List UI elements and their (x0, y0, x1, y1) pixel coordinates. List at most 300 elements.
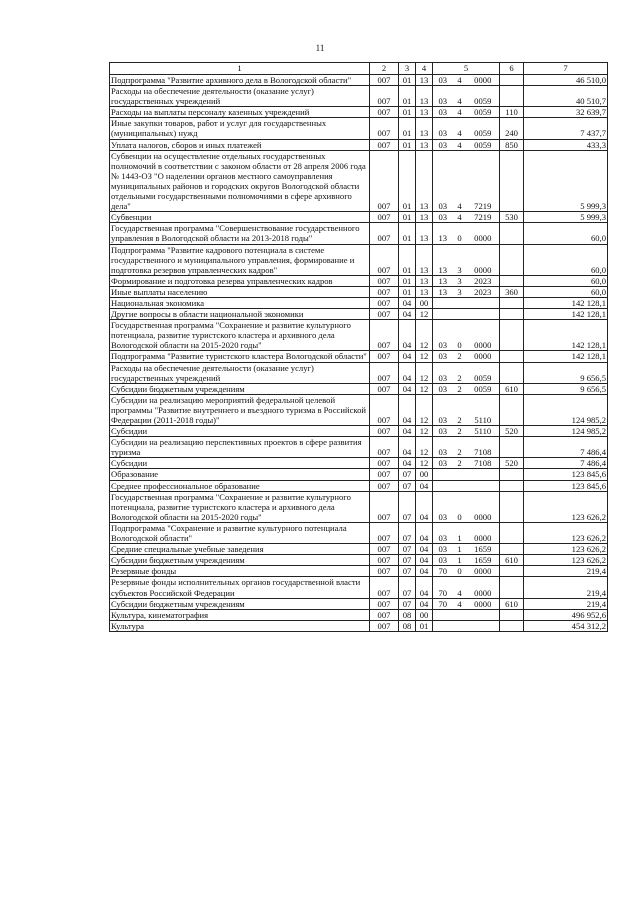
row-code-admin: 007 (370, 351, 399, 362)
table-row (110, 309, 608, 320)
row-code-subsection: 12 (416, 458, 433, 469)
row-code-expense-type (500, 566, 524, 577)
row-code-expense-type (500, 437, 524, 458)
row-code-program: 03 (433, 458, 453, 469)
row-code-program: 03 (433, 394, 453, 425)
row-code-subprogram: 3 (453, 286, 467, 297)
row-code-subprogram (453, 469, 467, 480)
row-code-program: 03 (433, 150, 453, 212)
row-code-subprogram: 0 (453, 223, 467, 244)
row-name: Субсидии бюджетным учреждениям (110, 383, 370, 394)
row-code-program: 03 (433, 426, 453, 437)
row-code-direction (467, 469, 500, 480)
row-code-program (433, 480, 453, 491)
row-amount: 7 486,4 (524, 458, 608, 469)
row-code-section: 01 (399, 223, 416, 244)
row-name: Субвенции на осуществление отдельных государственных полномочий в соответствии с законом области от 28 апреля 2006 года № 1443-ОЗ "О наделении органов местного самоуправления муниципальных районов и городских округов Вологодской области отдельными государственными полномочиями в сфере архивного дела" (110, 150, 370, 212)
row-code-expense-type (500, 544, 524, 555)
row-name: Субсидии бюджетным учреждениям (110, 555, 370, 566)
row-code-program (433, 609, 453, 620)
row-code-admin: 007 (370, 609, 399, 620)
row-code-admin: 007 (370, 309, 399, 320)
row-code-expense-type (500, 223, 524, 244)
row-name: Образование (110, 469, 370, 480)
row-name: Государственная программа "Совершенствование государственного управления в Вологодской области на 2013-2018 годы" (110, 223, 370, 244)
row-code-subprogram: 4 (453, 107, 467, 118)
row-code-admin: 007 (370, 437, 399, 458)
row-code-admin: 007 (370, 480, 399, 491)
row-code-program: 13 (433, 275, 453, 286)
row-code-subsection: 04 (416, 480, 433, 491)
row-code-expense-type (500, 609, 524, 620)
row-code-subprogram: 4 (453, 212, 467, 223)
row-code-section: 04 (399, 320, 416, 351)
row-code-admin: 007 (370, 75, 399, 86)
row-code-expense-type (500, 522, 524, 543)
row-code-direction: 5110 (467, 394, 500, 425)
row-code-direction (467, 609, 500, 620)
row-name: Среднее профессиональное образование (110, 480, 370, 491)
row-code-expense-type: 610 (500, 555, 524, 566)
row-code-direction: 0000 (467, 351, 500, 362)
row-code-section: 07 (399, 480, 416, 491)
table-row (110, 212, 608, 223)
row-code-expense-type (500, 150, 524, 212)
row-code-subsection: 04 (416, 491, 433, 522)
row-amount: 142 128,1 (524, 320, 608, 351)
row-code-subprogram: 3 (453, 244, 467, 275)
row-code-subprogram: 1 (453, 555, 467, 566)
row-name: Уплата налогов, сборов и иных платежей (110, 139, 370, 150)
row-code-subsection: 04 (416, 544, 433, 555)
row-code-section: 08 (399, 620, 416, 631)
row-code-subprogram: 2 (453, 458, 467, 469)
row-code-expense-type (500, 320, 524, 351)
row-code-program: 13 (433, 286, 453, 297)
row-name: Государственная программа "Сохранение и развитие культурного потенциала, развитие туристского кластера и архивного дела Вологодской области на 2015-2020 годы" (110, 491, 370, 522)
row-code-admin: 007 (370, 469, 399, 480)
row-code-program: 70 (433, 598, 453, 609)
row-code-expense-type (500, 86, 524, 107)
row-code-admin: 007 (370, 598, 399, 609)
row-code-subsection: 04 (416, 566, 433, 577)
row-code-subprogram: 4 (453, 118, 467, 139)
row-code-subsection: 12 (416, 320, 433, 351)
row-code-section: 07 (399, 491, 416, 522)
budget-table (109, 62, 608, 632)
row-code-section: 01 (399, 286, 416, 297)
table-row (110, 118, 608, 139)
row-code-admin: 007 (370, 212, 399, 223)
row-code-subprogram: 2 (453, 426, 467, 437)
row-name: Расходы на выплаты персоналу казенных учреждений (110, 107, 370, 118)
row-code-admin: 007 (370, 150, 399, 212)
row-amount: 123 845,6 (524, 469, 608, 480)
row-code-direction: 1659 (467, 544, 500, 555)
row-code-section: 01 (399, 139, 416, 150)
row-code-expense-type (500, 577, 524, 598)
row-code-direction: 0059 (467, 118, 500, 139)
row-code-subsection: 13 (416, 244, 433, 275)
row-code-direction: 0000 (467, 598, 500, 609)
row-name: Резервные фонды исполнительных органов государственной власти субъектов Российской Федерации (110, 577, 370, 598)
row-name: Субсидии на реализацию мероприятий федеральной целевой программы "Развитие внутреннего и въездного туризма в Российской Федерации (2011-2018 годы)" (110, 394, 370, 425)
row-code-program: 13 (433, 223, 453, 244)
row-name: Расходы на обеспечение деятельности (оказание услуг) государственных учреждений (110, 86, 370, 107)
row-code-program (433, 309, 453, 320)
row-code-direction: 0000 (467, 566, 500, 577)
row-amount: 60,0 (524, 223, 608, 244)
row-code-direction: 0000 (467, 522, 500, 543)
row-code-subsection: 12 (416, 437, 433, 458)
row-code-subprogram: 4 (453, 86, 467, 107)
row-code-subsection: 13 (416, 212, 433, 223)
row-code-admin: 007 (370, 362, 399, 383)
row-code-subprogram: 0 (453, 566, 467, 577)
row-code-program: 03 (433, 544, 453, 555)
row-code-subsection: 12 (416, 394, 433, 425)
row-code-program (433, 297, 453, 308)
row-code-direction: 0000 (467, 491, 500, 522)
row-code-expense-type (500, 469, 524, 480)
row-amount: 123 626,2 (524, 555, 608, 566)
row-code-section: 04 (399, 437, 416, 458)
row-code-expense-type (500, 491, 524, 522)
row-code-subsection: 13 (416, 223, 433, 244)
row-code-subprogram: 2 (453, 362, 467, 383)
row-code-direction: 0059 (467, 139, 500, 150)
row-code-direction: 1659 (467, 555, 500, 566)
row-name: Подпрограмма "Развитие туристского кластера Вологодской области" (110, 351, 370, 362)
row-name: Субсидии (110, 426, 370, 437)
row-name: Формирование и подготовка резерва управленческих кадров (110, 275, 370, 286)
row-code-subsection: 04 (416, 522, 433, 543)
row-code-admin: 007 (370, 107, 399, 118)
table-row (110, 598, 608, 609)
row-code-section: 04 (399, 362, 416, 383)
row-amount: 60,0 (524, 244, 608, 275)
row-amount: 5 999,3 (524, 212, 608, 223)
row-amount: 123 626,2 (524, 522, 608, 543)
row-code-expense-type: 240 (500, 118, 524, 139)
row-code-section: 04 (399, 297, 416, 308)
row-code-admin: 007 (370, 620, 399, 631)
table-row (110, 75, 608, 86)
row-code-direction (467, 309, 500, 320)
table-row (110, 275, 608, 286)
table-row (110, 491, 608, 522)
row-code-direction (467, 297, 500, 308)
row-code-direction: 0000 (467, 577, 500, 598)
row-amount: 9 656,5 (524, 383, 608, 394)
row-code-subprogram (453, 620, 467, 631)
row-code-subsection: 13 (416, 75, 433, 86)
row-code-subprogram (453, 480, 467, 491)
row-code-subprogram: 4 (453, 598, 467, 609)
row-name: Культура, кинематография (110, 609, 370, 620)
row-code-section: 07 (399, 577, 416, 598)
row-code-direction (467, 620, 500, 631)
row-code-subsection: 13 (416, 275, 433, 286)
row-code-subprogram: 4 (453, 150, 467, 212)
row-name: Другие вопросы в области национальной экономики (110, 309, 370, 320)
row-code-section: 04 (399, 458, 416, 469)
row-code-subsection: 00 (416, 609, 433, 620)
row-amount: 454 312,2 (524, 620, 608, 631)
row-code-direction: 5110 (467, 426, 500, 437)
row-amount: 7 437,7 (524, 118, 608, 139)
row-code-expense-type: 530 (500, 212, 524, 223)
row-code-section: 01 (399, 275, 416, 286)
row-code-direction: 0000 (467, 75, 500, 86)
row-code-expense-type (500, 244, 524, 275)
row-code-subprogram: 0 (453, 320, 467, 351)
row-amount: 46 510,0 (524, 75, 608, 86)
table-row (110, 469, 608, 480)
row-name: Культура (110, 620, 370, 631)
row-code-admin: 007 (370, 223, 399, 244)
row-code-direction: 0000 (467, 320, 500, 351)
table-row (110, 150, 608, 212)
row-name: Иные выплаты населению (110, 286, 370, 297)
table-row (110, 480, 608, 491)
table-row (110, 522, 608, 543)
row-code-subprogram (453, 609, 467, 620)
row-code-subprogram: 4 (453, 139, 467, 150)
row-name: Субвенции (110, 212, 370, 223)
row-code-admin: 007 (370, 491, 399, 522)
row-name: Субсидии на реализацию перспективных проектов в сфере развития туризма (110, 437, 370, 458)
row-code-subsection: 00 (416, 297, 433, 308)
header-col-6: 6 (500, 63, 524, 75)
row-code-direction: 7108 (467, 458, 500, 469)
row-code-program: 03 (433, 107, 453, 118)
row-code-admin: 007 (370, 275, 399, 286)
table-row (110, 555, 608, 566)
row-amount: 40 510,7 (524, 86, 608, 107)
row-code-subsection: 13 (416, 86, 433, 107)
row-code-admin: 007 (370, 139, 399, 150)
row-code-expense-type: 610 (500, 598, 524, 609)
table-row (110, 458, 608, 469)
row-amount: 219,4 (524, 598, 608, 609)
row-code-admin: 007 (370, 522, 399, 543)
row-code-subprogram (453, 297, 467, 308)
row-amount: 60,0 (524, 286, 608, 297)
table-row (110, 566, 608, 577)
row-code-expense-type (500, 351, 524, 362)
row-amount: 123 626,2 (524, 491, 608, 522)
row-name: Расходы на обеспечение деятельности (оказание услуг) государственных учреждений (110, 362, 370, 383)
row-code-direction: 7219 (467, 212, 500, 223)
row-code-expense-type: 850 (500, 139, 524, 150)
row-code-subprogram: 4 (453, 75, 467, 86)
header-col-7: 7 (524, 63, 608, 75)
table-row (110, 320, 608, 351)
row-code-expense-type: 610 (500, 383, 524, 394)
row-code-subprogram: 4 (453, 577, 467, 598)
row-code-admin: 007 (370, 394, 399, 425)
row-code-subprogram: 1 (453, 522, 467, 543)
row-amount: 142 128,1 (524, 297, 608, 308)
row-name: Подпрограмма "Развитие кадрового потенциала в системе государственного и муниципального управления, формирование и подготовка резервов управленческих кадров" (110, 244, 370, 275)
row-code-section: 01 (399, 86, 416, 107)
row-code-program: 03 (433, 351, 453, 362)
row-code-program: 03 (433, 437, 453, 458)
row-code-section: 08 (399, 609, 416, 620)
row-code-section: 04 (399, 383, 416, 394)
row-code-expense-type: 520 (500, 458, 524, 469)
row-code-direction: 2023 (467, 286, 500, 297)
row-code-subprogram (453, 309, 467, 320)
row-amount: 124 985,2 (524, 426, 608, 437)
row-code-section: 07 (399, 469, 416, 480)
row-amount: 9 656,5 (524, 362, 608, 383)
table-row (110, 544, 608, 555)
row-code-direction: 0059 (467, 107, 500, 118)
row-code-section: 04 (399, 309, 416, 320)
row-code-admin: 007 (370, 577, 399, 598)
table-row (110, 107, 608, 118)
row-code-subsection: 13 (416, 118, 433, 139)
table-row (110, 609, 608, 620)
row-code-direction: 0000 (467, 244, 500, 275)
row-code-expense-type (500, 620, 524, 631)
row-code-subsection: 01 (416, 620, 433, 631)
row-name: Подпрограмма "Сохранение и развитие культурного потенциала Вологодской области" (110, 522, 370, 543)
row-code-direction: 2023 (467, 275, 500, 286)
row-code-program: 03 (433, 212, 453, 223)
row-amount: 142 128,1 (524, 309, 608, 320)
row-amount: 60,0 (524, 275, 608, 286)
row-code-direction: 0059 (467, 383, 500, 394)
row-code-program: 03 (433, 362, 453, 383)
row-code-admin: 007 (370, 297, 399, 308)
row-amount: 7 486,4 (524, 437, 608, 458)
table-row (110, 351, 608, 362)
row-code-section: 01 (399, 107, 416, 118)
row-code-admin: 007 (370, 383, 399, 394)
row-amount: 5 999,3 (524, 150, 608, 212)
table-row (110, 426, 608, 437)
row-code-expense-type (500, 309, 524, 320)
table-row (110, 244, 608, 275)
row-code-subsection: 00 (416, 469, 433, 480)
header-col-4: 4 (416, 63, 433, 75)
row-amount: 219,4 (524, 577, 608, 598)
row-code-subprogram: 2 (453, 394, 467, 425)
row-code-subsection: 12 (416, 309, 433, 320)
row-code-expense-type (500, 75, 524, 86)
row-code-subsection: 12 (416, 426, 433, 437)
row-code-expense-type: 360 (500, 286, 524, 297)
row-code-subprogram: 1 (453, 544, 467, 555)
row-code-admin: 007 (370, 244, 399, 275)
row-amount: 124 985,2 (524, 394, 608, 425)
row-code-subprogram: 2 (453, 437, 467, 458)
row-code-admin: 007 (370, 555, 399, 566)
row-code-section: 01 (399, 150, 416, 212)
row-code-section: 04 (399, 394, 416, 425)
page-number: 11 (315, 43, 325, 53)
table-header-row (110, 63, 608, 75)
row-amount: 32 639,7 (524, 107, 608, 118)
table-row (110, 437, 608, 458)
row-code-subprogram: 0 (453, 491, 467, 522)
table-row (110, 286, 608, 297)
row-name: Государственная программа "Сохранение и развитие культурного потенциала, развитие туристского кластера и архивного дела Вологодской области на 2015-2020 годы" (110, 320, 370, 351)
row-name: Субсидии бюджетным учреждениям (110, 598, 370, 609)
row-code-expense-type: 520 (500, 426, 524, 437)
row-code-direction (467, 480, 500, 491)
row-code-program: 13 (433, 244, 453, 275)
row-code-direction: 0000 (467, 223, 500, 244)
row-name: Национальная экономика (110, 297, 370, 308)
row-code-subsection: 04 (416, 598, 433, 609)
row-code-admin: 007 (370, 544, 399, 555)
row-name: Резервные фонды (110, 566, 370, 577)
row-code-program: 03 (433, 491, 453, 522)
row-code-program: 03 (433, 383, 453, 394)
row-code-subsection: 12 (416, 383, 433, 394)
row-code-subprogram: 3 (453, 275, 467, 286)
row-code-program: 03 (433, 139, 453, 150)
row-code-direction: 0059 (467, 362, 500, 383)
row-code-admin: 007 (370, 320, 399, 351)
row-code-section: 01 (399, 118, 416, 139)
row-code-subsection: 13 (416, 107, 433, 118)
row-code-expense-type (500, 480, 524, 491)
row-code-subsection: 13 (416, 286, 433, 297)
row-name: Подпрограмма "Развитие архивного дела в Вологодской области" (110, 75, 370, 86)
row-code-subsection: 12 (416, 351, 433, 362)
table-row (110, 620, 608, 631)
table-row (110, 383, 608, 394)
row-code-program: 03 (433, 522, 453, 543)
row-code-program: 03 (433, 75, 453, 86)
header-col-5: 5 (433, 63, 500, 75)
row-code-subsection: 13 (416, 150, 433, 212)
row-code-subsection: 12 (416, 362, 433, 383)
row-code-subsection: 04 (416, 555, 433, 566)
row-amount: 496 952,6 (524, 609, 608, 620)
row-name: Субсидии (110, 458, 370, 469)
row-code-admin: 007 (370, 458, 399, 469)
table-row (110, 394, 608, 425)
row-amount: 433,3 (524, 139, 608, 150)
row-code-program (433, 620, 453, 631)
row-code-expense-type (500, 362, 524, 383)
row-code-program: 70 (433, 566, 453, 577)
header-col-3: 3 (399, 63, 416, 75)
row-code-subsection: 13 (416, 139, 433, 150)
row-code-admin: 007 (370, 118, 399, 139)
table-row (110, 362, 608, 383)
table-row (110, 223, 608, 244)
header-col-2: 2 (370, 63, 399, 75)
row-code-subsection: 04 (416, 577, 433, 598)
row-code-program: 03 (433, 555, 453, 566)
row-code-section: 07 (399, 522, 416, 543)
row-name: Средние специальные учебные заведения (110, 544, 370, 555)
row-amount: 142 128,1 (524, 351, 608, 362)
row-code-program: 03 (433, 86, 453, 107)
row-code-section: 01 (399, 244, 416, 275)
row-code-direction: 7108 (467, 437, 500, 458)
row-code-section: 01 (399, 75, 416, 86)
row-amount: 123 845,6 (524, 480, 608, 491)
table-row (110, 297, 608, 308)
